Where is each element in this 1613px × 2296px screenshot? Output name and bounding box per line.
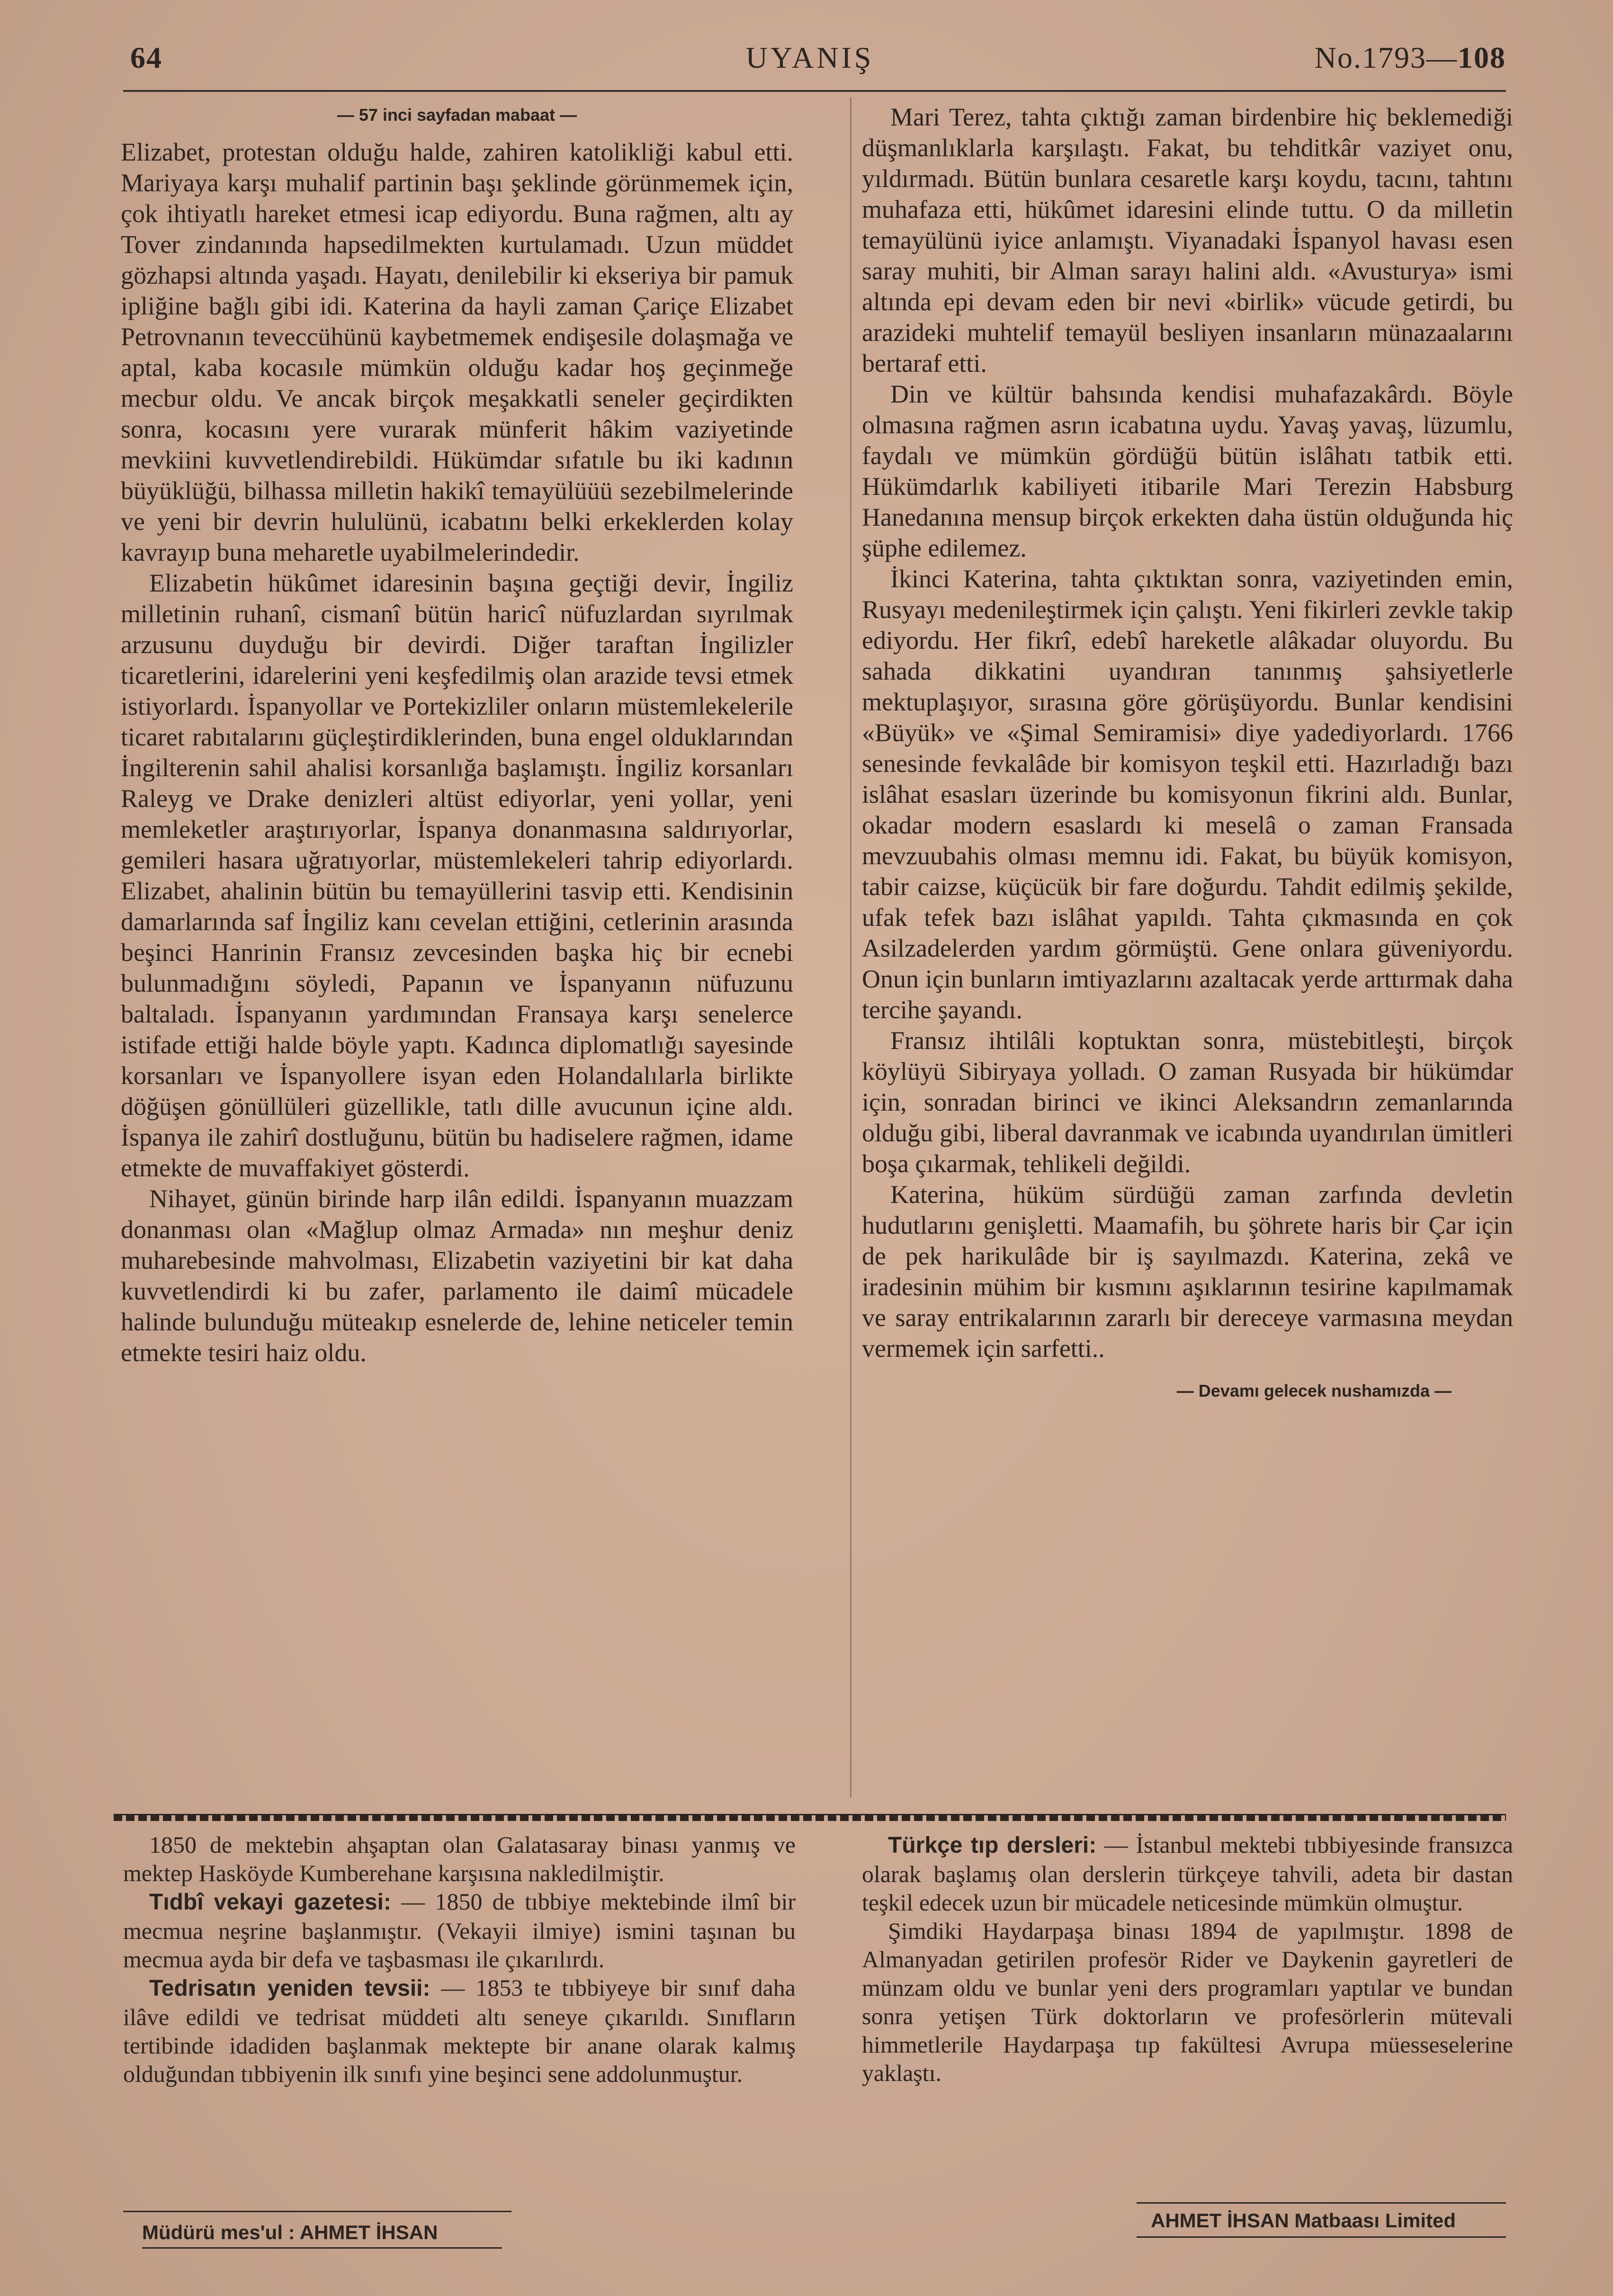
issue-number: No.1793	[1314, 41, 1426, 74]
history-paragraph: 1850 de mektebin ahşaptan olan Galatasaray binası yanmış ve mektep Hasköyde Kumberehane karşısına nakledilmiştir.	[123, 1831, 796, 1886]
continued-from-note: — 57 inci sayfadan mabaat —	[337, 105, 577, 125]
history-section	[123, 1973, 796, 2088]
section-divider	[114, 1814, 1506, 1821]
footer-underline-right	[1137, 2236, 1506, 2238]
history-paragraph: Şimdiki Haydarpaşa binası 1894 de yapılmıştır. 1898 de Almanyadan getirilen profesör Rider ve Daykenin gayretleri de münzam oldu ve bunlar yeni ders programları yaptılar ve bundan sonra yetişen Türk doktorların ve profesörlerin mütevali himmetlerile Haydarpaşa tıp fakültesi Avrupa müesseselerine yaklaştı.	[862, 1918, 1513, 2086]
article-paragraph: Nihayet, günün birinde harp ilân edildi. İspanyanın muazzam donanması olan «Mağlup olmaz Armada» nın meşhur deniz muharebesinde mahvolması, Elizabetin vaziyetini bir kat daha kuvvetlendirdi ki bu zafer, parlamento ile daimî mücadele halinde bulunduğu müteakıp esnelerde de, lehine neticeler temin etmekte tesiri haiz oldu.	[121, 1184, 793, 1367]
article-paragraph: İkinci Katerina, tahta çıktıktan sonra, vaziyetinden emin, Rusyayı medenileştirmek için çalıştı. Yeni fikirleri zevkle takip ediyordu. Her fikrî, edebî hareketle alâkadar oluyordu. Bu sahada dikkatini uyandıran tanınmış şahsiyetlerle mektuplaşıyor, sırasına göre görüşüyordu. Bunlar kendisini «Büyük» ve «Şimal Semiramisi» diye yadediyorlardı. 1766 senesinde fevkalâde bir komisyon teşkil etti. Hazırladığı bazı islâhat esasları üzerinde bu komisyonun fikrini aldı. Bunlar, okadar modern esaslardı ki meselâ o zaman Fransada mevzuubahis olması memnu idi. Fakat, bu büyük komisyon, tabir caizse, küçücük bir fare doğurdu. Tahdit edilmiş şekilde, ufak tefek bazı islâhat yapıldı. Tahta çıkmasında en çok Asilzadelerden yardım görmüştü. Gene onlara güveniyordu. Onun için bunların imtiyazlarını azaltacak yerde arttırmak daha tercihe şayandı.	[862, 565, 1513, 1024]
section-text: — İstanbul mektebi tıbbiyesinde fransızca olarak başlamış olan derslerin türkçeye tahvili, adeta bir dastan teşkil edecek uzun bir mücadele neticesinde mümkün olmuştur.	[862, 1831, 1513, 1916]
page-number-left: 64	[130, 41, 162, 74]
section-heading: Tedrisatın yeniden tevsii:	[149, 1976, 430, 2001]
history-section	[123, 1887, 796, 1973]
publication-title: UYANIŞ	[745, 41, 874, 74]
history-section	[862, 1830, 1513, 1917]
continued-next-issue-note: — Devamı gelecek nushamızda —	[1176, 1381, 1452, 1400]
article-column-left	[121, 99, 793, 1368]
section-text: — 1850 de tıbbiye mektebinde ilmî bir mecmua neşrine başlanmıştır. (Vekayii ilmiye) ismini taşınan bu mecmua ayda bir defa ve taşbasması ile çıkarılırdı.	[123, 1888, 796, 1973]
issue-and-page	[1312, 40, 1506, 75]
article-paragraph: Mari Terez, tahta çıktığı zaman birdenbire hiç beklemediği düşmanlıklarla karşılaştı. Fakat, bu tehditkâr vaziyet onu, yıldırmadı. Bütün bunlara cesaretle karşı koydu, tacını, tahtını muhafaza etti, hükûmet idaresini elinde tuttu. O da milletin temayülünü iyice anlamıştı. Viyanadaki İspanyol havası esen saray muhiti, bir Alman sarayı halini aldı. «Avusturya» ismi altında epi devam eden bir nevi «birlik» vücude getirdi, bu arazideki muhtelif temayül besliyen insanların münazaalarını bertaraf etti.	[862, 103, 1513, 377]
history-column-left	[123, 1830, 796, 2088]
article-column-right	[862, 102, 1513, 1406]
footer-rule-right	[1137, 2202, 1506, 2204]
section-heading: Türkçe tıp dersleri:	[888, 1833, 1097, 1858]
header-rule	[123, 90, 1506, 92]
column-divider	[850, 97, 851, 1797]
section-heading: Tıdbî vekayi gazetesi:	[149, 1890, 391, 1915]
page-number-right: 108	[1458, 41, 1506, 74]
printer-credit: AHMET İHSAN Matbaası Limited	[1151, 2209, 1456, 2232]
article-paragraph: Elizabetin hükûmet idaresinin başına geçtiği devir, İngiliz milletinin ruhanî, cismanî bütün haricî nüfuzlardan sıyrılmak arzusunu duyduğu bir devirdi. Diğer taraftan İngilizler ticaretlerini, idarelerini yeni keşfedilmiş olan arazide tevsi etmek istiyorlardı. İspanyollar ve Portekizliler onların müstemlekelerile ticaret rabıtalarını güçleştirdiklerinden, buna engel olduklarından İngilterenin sahil ahalisi korsanlığa başlamıştı. İngiliz korsanları Raleyg ve Drake denizleri altüst ediyorlar, yeni yollar, yeni memleketler araştırıyorlar, İspanya donanmasına saldırıyorlar, gemileri hasara uğratıyorlar, müstemlekeleri tahrip ediyorlardı. Elizabet, ahalinin bütün bu temayüllerini tasvip etti. Kendisinin damarlarında saf İngiliz kanı cevelan ettiğini, cetlerinin arasında beşinci Hanrinin Fransız zevcesinden başka hiç bir ecnebi bulunmadığını söyledi, Papanın ve İspanyanın nüfuzunu baltaladı. İspanyanın yardımından Fransaya karşı senelerce istifade ettiği halde böyle yaptı. Kadınca diplomatlığı sayesinde korsanları ve İspanyollere isyan eden Holandalılarla birlikte döğüşen gönüllüleri güzellikle, tatlı dille avucunun içine aldı. İspanya ile zahirî dostluğunu, bütün bu hadiselere rağmen, idame etmekte de muvaffakiyet gösterdi.	[121, 569, 793, 1182]
editor-credit: Müdürü mes'ul : AHMET İHSAN	[142, 2221, 438, 2243]
section-text: — 1853 te tıbbiyeye bir sınıf daha ilâve edildi ve tedrisat müddeti altı seneye çıkarıldı. Sınıfların tertibinde idadiden başlanmak mektepte bir anane olarak kalmış olduğundan tıbbiyenin ilk sınıfı yine beşinci sene addolunmuştur.	[123, 1974, 796, 2087]
issue-dash: —	[1426, 41, 1458, 74]
history-column-right	[862, 1830, 1513, 2087]
footer-underline-left	[142, 2247, 502, 2249]
article-paragraph: Elizabet, protestan olduğu halde, zahiren katolikliği kabul etti. Mariyaya karşı muhalif partinin başı şeklinde görünmemek için, çok ihtiyatlı hareket etmesi icap ediyordu. Buna rağmen, altı ay Tover zindanında hapsedilmekten kurtulamadı. Uzun müddet gözhapsi altında yaşadı. Hayatı, denilebilir ki ekseriya bir pamuk ipliğine bağlı gibi idi. Katerina da hayli zaman Çariçe Elizabet Petrovnanın teveccühünü kaybetmemek endişesile dolaşmağa ve aptal, kaba kocasıle mümkün olduğu kadar hoş geçinmeğe mecbur oldu. Ve ancak birçok meşakkatli seneler geçirdikten sonra, kocasını yere vurarak münferit hâkim vaziyetinde mevkiini kuvvetlendirebildi. Hükümdar sıfatıle bu iki kadının büyüklüğü, bilhassa milletin hakikî temayülüüü sezebilmelerinde ve yeni bir devrin hululünü, icabatını belki erkeklerden kolay kavrayıp buna meharetle uyabilmelerindedir.	[121, 138, 793, 566]
footer-rule-left	[123, 2211, 511, 2212]
article-paragraph: Din ve kültür bahsında kendisi muhafazakârdı. Böyle olmasına rağmen asrın icabatına uydu. Yavaş yavaş, lüzumlu, faydalı ve mümkün gördüğü bütün islâhatı tatbik etti. Hükümdarlık kabiliyeti itibarile Mari Terezin Habsburg Hanedanına mensup birçok erkekten daha üstün olduğunda hiç şüphe edilemez.	[862, 380, 1513, 562]
article-paragraph: Katerina, hüküm sürdüğü zaman zarfında devletin hudutlarını genişletti. Maamafih, bu şöhrete haris bir Çar için de pek harikulâde bir iş sayılmazdı. Katerina, zekâ ve iradesinin mühim bir kısmını aşıklarının tesirine kapılmamak ve saray entrikalarının zararlı bir dereceye varmasına meydan vermemek için sarfetti..	[862, 1180, 1513, 1363]
article-paragraph: Fransız ihtilâli koptuktan sonra, müstebitleşti, birçok köylüyü Sibiryaya yolladı. O zaman Rusyada bir hükümdar için, sonradan birinci ve ikinci Aleksandrın zemanlarında olduğu gibi, liberal davranmak ve icabında uyandırılan ümitleri boşa çıkarmak, tehlikeli değildi.	[862, 1026, 1513, 1178]
